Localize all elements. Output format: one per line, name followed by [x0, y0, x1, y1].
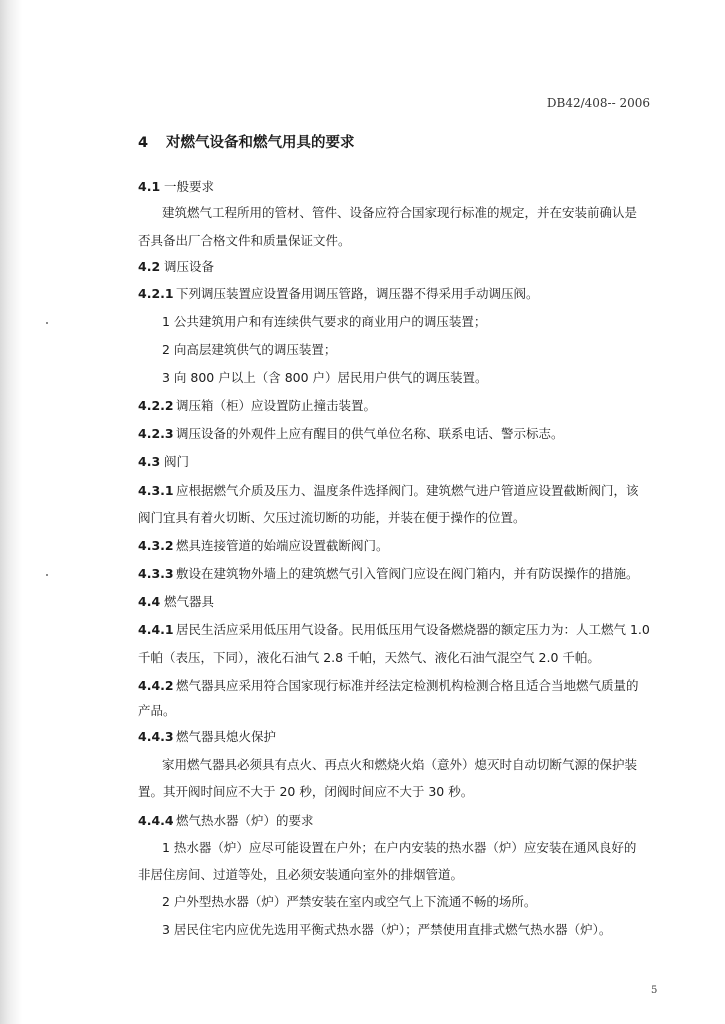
clause-text: 调压设备的外观件上应有醒目的供气单位名称、联系电话、警示标志。: [176, 426, 564, 441]
clause-number: 4.4.3: [138, 729, 174, 744]
clause-number: 4.1: [138, 179, 161, 194]
clause-text: 产品。: [138, 703, 176, 718]
clause-number: 4.3: [138, 454, 161, 469]
clause-text: 置。其开阀时间应不大于 20 秒，闭阀时间应不大于 30 秒。: [138, 784, 474, 799]
clause-text: 否具备出厂合格文件和质量保证文件。: [138, 233, 351, 248]
clause-line: [138, 398, 376, 414]
clause-line: [138, 678, 639, 694]
clause-text: 千帕（表压，下同），液化石油气 2.8 千帕，天然气、液化石油气混空气 2.0 千帕。: [138, 650, 600, 665]
clause-number: 4.4.1: [138, 622, 174, 637]
text-line: [162, 922, 611, 938]
text-line: [138, 784, 473, 800]
clause-text: 家用燃气器具必须具有点火、再点火和燃烧火焰（意外）熄灭时自动切断气源的保护装: [162, 757, 638, 772]
clause-line: [138, 594, 214, 610]
clause-number: 4.2.1: [138, 286, 174, 301]
clause-text: 2 向高层建筑供气的调压装置；: [162, 342, 337, 357]
clause-number: 4.3.3: [138, 566, 174, 581]
clause-line: [138, 538, 389, 554]
clause-text: 3 向 800 户以上（含 800 户）居民用户供气的调压装置。: [162, 370, 488, 385]
text-line: [162, 342, 336, 358]
clause-text: 调压箱（柜）应设置防止撞击装置。: [176, 398, 377, 413]
clause-number: 4.3.2: [138, 538, 174, 553]
clause-number: 4.4: [138, 594, 161, 609]
clause-text: 2 户外型热水器（炉）严禁安装在室内或空气上下流通不畅的场所。: [162, 894, 537, 909]
clause-line: [138, 179, 214, 195]
page-number: 5: [651, 985, 658, 996]
clause-text: 燃气器具应采用符合国家现行标准并经法定检测机构检测合格且适合当地燃气质量的: [176, 678, 639, 693]
scan-speck: [46, 322, 48, 324]
text-line: [162, 370, 488, 386]
clause-number: 4.2: [138, 259, 161, 274]
clause-line: [138, 454, 189, 470]
chapter-title: 对燃气设备和燃气用具的要求: [166, 135, 355, 151]
clause-text: 阀门宜具有着火切断、欠压过流切断的功能，并装在便于操作的位置。: [138, 510, 526, 525]
clause-text: 调压设备: [164, 259, 215, 274]
clause-text: 阀门: [164, 454, 190, 469]
clause-line: [138, 286, 539, 302]
clause-text: 应根据燃气介质及压力、温度条件选择阀门。建筑燃气进户管道应设置截断阀门，该: [176, 483, 639, 498]
clause-text: 燃气器具: [164, 594, 215, 609]
text-line: [162, 757, 637, 773]
clause-line: [138, 729, 276, 745]
clause-line: [138, 622, 650, 638]
chapter-number: 4: [138, 135, 149, 151]
clause-number: 4.3.1: [138, 483, 174, 498]
scan-speck: [46, 574, 48, 576]
text-line: [138, 650, 600, 666]
text-line: [138, 703, 176, 719]
clause-text: 敷设在建筑物外墙上的建筑燃气引入管阀门应设在阀门箱内，并有防误操作的措施。: [176, 566, 639, 581]
clause-text: 下列调压装置应设置备用调压管路，调压器不得采用手动调压阀。: [176, 286, 539, 301]
text-line: [162, 314, 486, 330]
chapter-heading: [138, 131, 355, 152]
clause-text: 居民生活应采用低压用气设备。民用低压用气设备燃烧器的额定压力为：人工燃气 1.0: [176, 622, 650, 637]
clause-text: 燃具连接管道的始端应设置截断阀门。: [176, 538, 389, 553]
clause-line: [138, 483, 639, 499]
clause-line: [138, 566, 639, 582]
text-line: [138, 867, 463, 883]
clause-text: 一般要求: [164, 179, 215, 194]
clause-text: 燃气热水器（炉）的要求: [176, 813, 314, 828]
clause-line: [138, 426, 564, 442]
clause-text: 3 居民住宅内应优先选用平衡式热水器（炉）；严禁使用直排式燃气热水器（炉）。: [162, 922, 612, 937]
clause-text: 1 公共建筑用户和有连续供气要求的商业用户的调压装置；: [162, 314, 487, 329]
text-line: [138, 233, 351, 249]
clause-line: [138, 813, 314, 829]
clause-number: 4.4.2: [138, 678, 174, 693]
text-line: [162, 840, 636, 856]
clause-text: 燃气器具熄火保护: [176, 729, 277, 744]
clause-text: 非居住房间、过道等处，且必须安装通向室外的排烟管道。: [138, 867, 464, 882]
clause-text: 1 热水器（炉）应尽可能设置在户外；在户内安装的热水器（炉）应安装在通风良好的: [162, 840, 637, 855]
text-line: [138, 510, 526, 526]
text-line: [162, 205, 637, 221]
text-line: [162, 894, 536, 910]
clause-number: 4.2.3: [138, 426, 174, 441]
clause-line: [138, 259, 214, 275]
clause-number: 4.2.2: [138, 398, 174, 413]
document-code: DB42/408-- 2006: [546, 96, 650, 110]
clause-number: 4.4.4: [138, 813, 174, 828]
clause-text: 建筑燃气工程所用的管材、管件、设备应符合国家现行标准的规定，并在安装前确认是: [162, 205, 638, 220]
scan-shadow-edge: [0, 0, 22, 1024]
